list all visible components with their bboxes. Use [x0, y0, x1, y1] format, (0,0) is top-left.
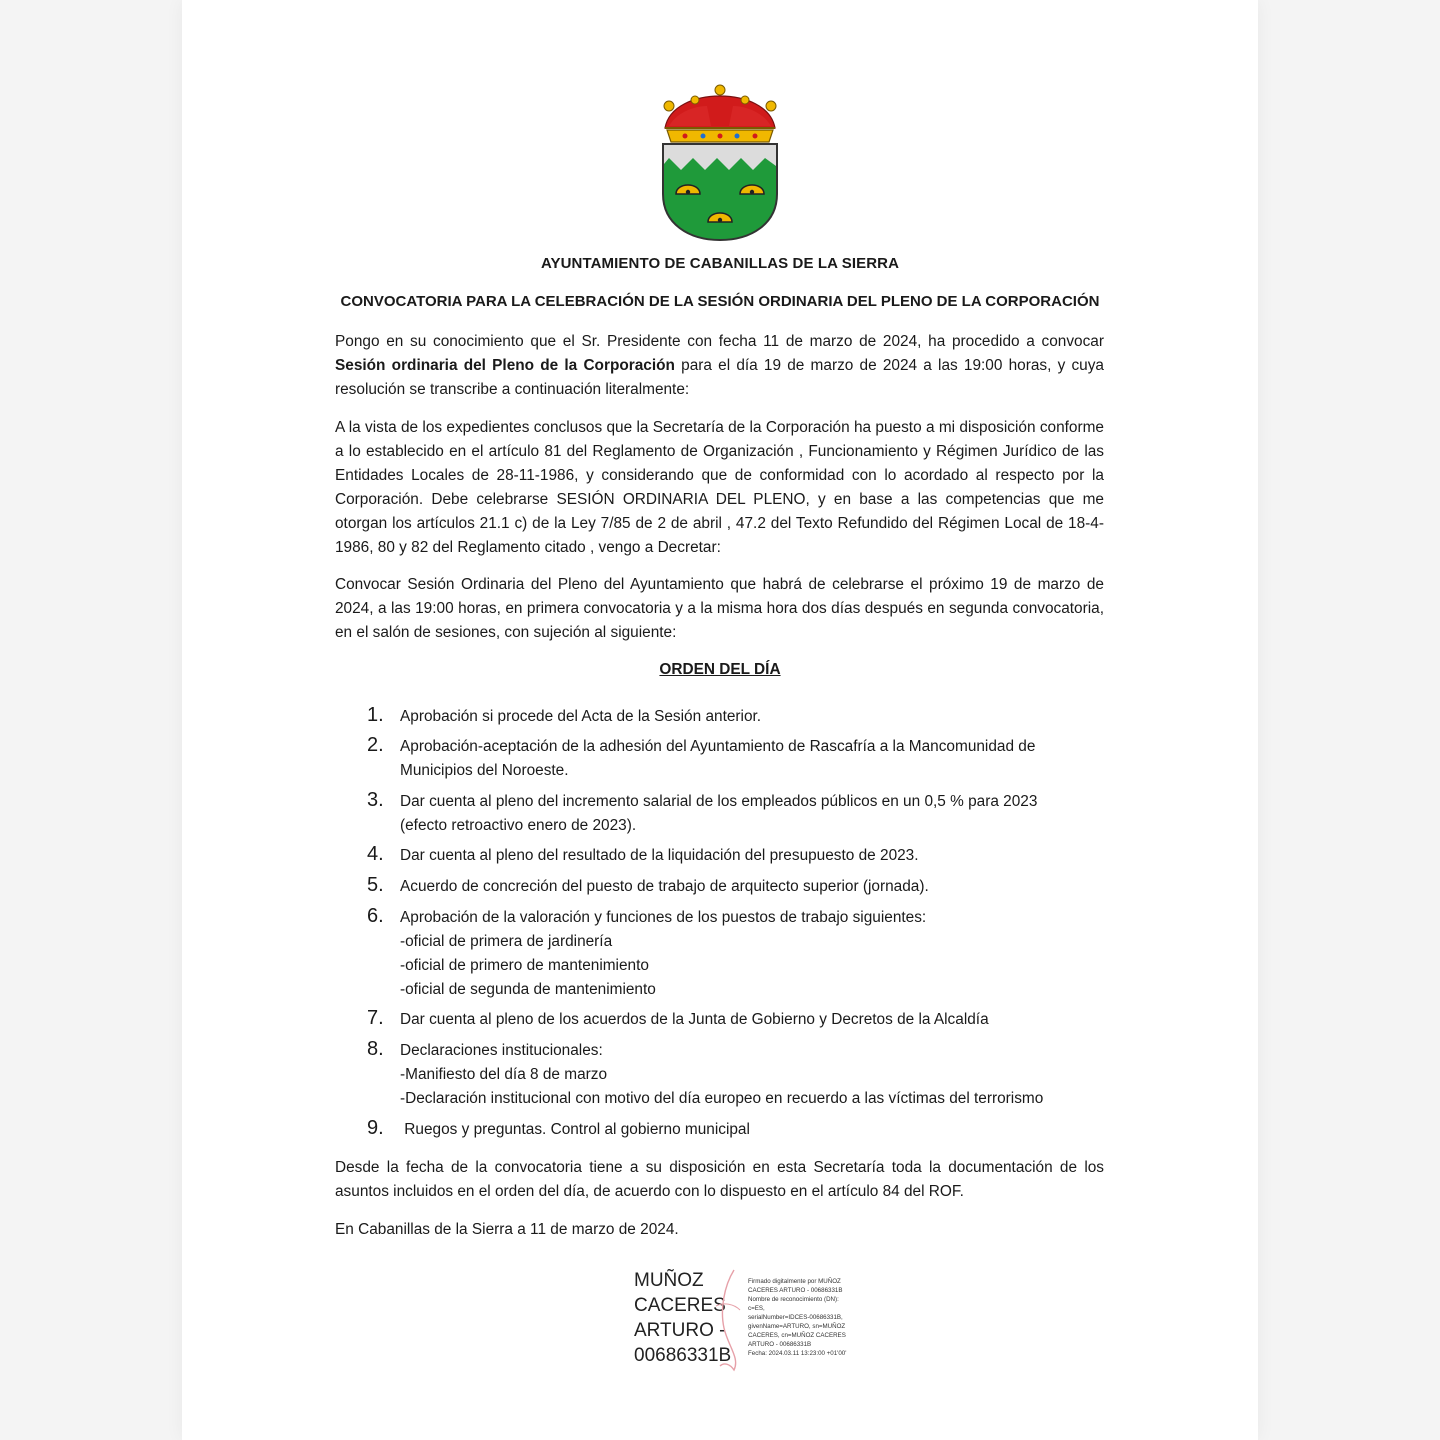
- digital-signature-details: Firmado digitalmente por MUÑOZ CACERES ARTURO - 00686331B Nombre de reconocimiento (DN): c=ES, serialNumber=IDCES-00686331B, givenName=ARTURO, sn=MUÑOZ CACERES, cn=MUÑOZ CACERES ARTURO - 00686331B Fecha: 2024.03.11 13:23:00 +01'00': [748, 1278, 847, 1357]
- convocation-paragraph: Convocar Sesión Ordinaria del Pleno del Ayuntamiento que habrá de celebrarse el próximo 19 de marzo de 2024, a las 19:00 horas, en primera convocatoria y a la misma hora dos días después en segunda convocatoria, en el salón de sesiones, con sujeción al siguiente:: [335, 576, 1104, 641]
- document-title: CONVOCATORIA PARA LA CELEBRACIÓN DE LA SESIÓN ORDINARIA DEL PLENO DE LA CORPORACIÓN: [340, 293, 1100, 310]
- crown-icon: [664, 85, 776, 142]
- session-emphasis: Sesión ordinaria del Pleno de la Corporación: [335, 357, 675, 374]
- decree-paragraph: A la vista de los expedientes conclusos que la Secretaría de la Corporación ha puesto a mi disposición conforme a lo establecido en el artículo 81 del Reglamento de Organización , Funcionamiento y Régimen Jurídico de las Entidades Locales de 28-11-1986, y considerando que de conformidad con lo acordado al respecto por la Corporación. Debe celebrarse SESIÓN ORDINARIA DEL PLENO, y en base a las competencias que me otorgan los artículos 21.1 c) de la Ley 7/85 de 2 de abril , 47.2 del Texto Refundido del Régimen Local de 18-4-1986, 80 y 82 del Reglamento citado , vengo a Decretar:: [335, 419, 1104, 556]
- organization-title: AYUNTAMIENTO DE CABANILLAS DE LA SIERRA: [540, 255, 900, 272]
- documentation-paragraph: Desde la fecha de la convocatoria tiene a su disposición en esta Secretaría toda la documentación de los asuntos incluidos en el orden del día, de acuerdo con lo dispuesto en el artículo 84 del ROF.: [335, 1159, 1104, 1200]
- coat-of-arms-icon: [655, 82, 785, 242]
- signer-name: MUÑOZ CACERES ARTURO - 00686331B: [634, 1270, 732, 1366]
- document-page: AYUNTAMIENTO DE CABANILLAS DE LA SIERRA CONVOCATORIA PARA LA CELEBRACIÓN DE LA SESIÓN ORDINARIA DEL PLENO DE LA CORPORACIÓN Pongo en su conocimiento que el Sr. Presidente con fecha 11 de marzo de 2024, ha procedido a convocar Sesión ordinaria del Pleno de la Corporación para el día 19 de marzo de 2024 a las 19:00 horas, y cuya resolución se transcribe a continuación literalmente: A la vista de los expedientes conclusos que la Secretaría de la Corporación ha puesto a mi disposición conforme a lo establecido en el artículo 81 del Reglamento de Organización , Funcionamiento y Régimen Jurídico de las Entidades Locales de 28-11-1986, y considerando que de conformidad con lo acordado al respecto por la Corporación. Debe celebrarse SESIÓN ORDINARIA DEL PLENO, y en base a las competencias que me otorgan los artículos 21.1 c) de la Ley 7/85 de 2 de abril , 47.2 del Texto Refundido del Régimen Local de 18-4-1986, 80 y 82 del Reglamento citado , vengo a Decretar: Convocar Sesión Ordinaria del Pleno del Ayuntamiento que habrá de celebrarse el próximo 19 de marzo de 2024, a las 19:00 horas, en primera convocatoria y a la misma hora dos días después en segunda convocatoria, en el salón de sesiones, con sujeción al siguiente: ORDEN DEL DÍA 1. Aprobación si procede del Acta de la Sesión anterior. 2. Aprobación-aceptación de la adhesión del Ayuntamiento de Rascafría a la Mancomunidad de Municipios del Noroeste. 3. Dar cuenta al pleno del incremento salarial de los empleados públicos en un 0,5 % para 2023 (efecto retroactivo enero de 2023). 4. Dar cuenta al pleno del resultado de la liquidación del presupuesto de 2023. 5. Acuerdo de concreción del puesto de trabajo de arquitecto superior (jornada). 6. Aprobación de la valoración y funciones de los puestos de trabajo siguientes: -oficial de primera de jardinería -oficial de primero de mantenimiento -oficial de segunda de mantenimiento 7. Dar cuenta al pleno de los acuerdos de la Junta de Gobierno y Decretos de la Alcaldía 8. Declaraciones institucionales: -Manifiesto del día 8 de marzo -Declaración institucional con motivo del día europeo en recuerdo a las víctimas del terrorismo 9. Ruegos y preguntas. Control al gobierno municipal Desde la fecha de la convocatoria tiene a su disposición en esta Secretaría toda la documentación de los asuntos incluidos en el orden del día, de acuerdo con lo dispuesto en el artículo 84 del ROF. En Cabanillas de la Sierra a 11 de marzo de 2024. MUÑOZ CACERES ARTURO - 00686331B Firmado digitalmente por MUÑOZ CACERES ARTURO - 00686331B Nombre de reconocimiento (DN): c=ES, serialNumber=IDCES-00686331B, givenName=ARTURO, sn=MUÑOZ CACERES, cn=MUÑOZ CACERES ARTURO - 00686331B Fecha: 2024.03.11 13:23:00 +01'00': [182, 0, 1258, 1440]
- intro-paragraph: Pongo en su conocimiento que el Sr. Presidente con fecha 11 de marzo de 2024, ha procedido a convocar Sesión ordinaria del Pleno de la Corporación para el día 19 de marzo de 2024 a las 19:00 horas, y cuya resolución se transcribe a continuación literalmente:: [335, 333, 1104, 398]
- agenda-title: ORDEN DEL DÍA: [659, 661, 781, 678]
- place-date: En Cabanillas de la Sierra a 11 de marzo de 2024.: [335, 1221, 679, 1238]
- shield-icon: [663, 144, 777, 240]
